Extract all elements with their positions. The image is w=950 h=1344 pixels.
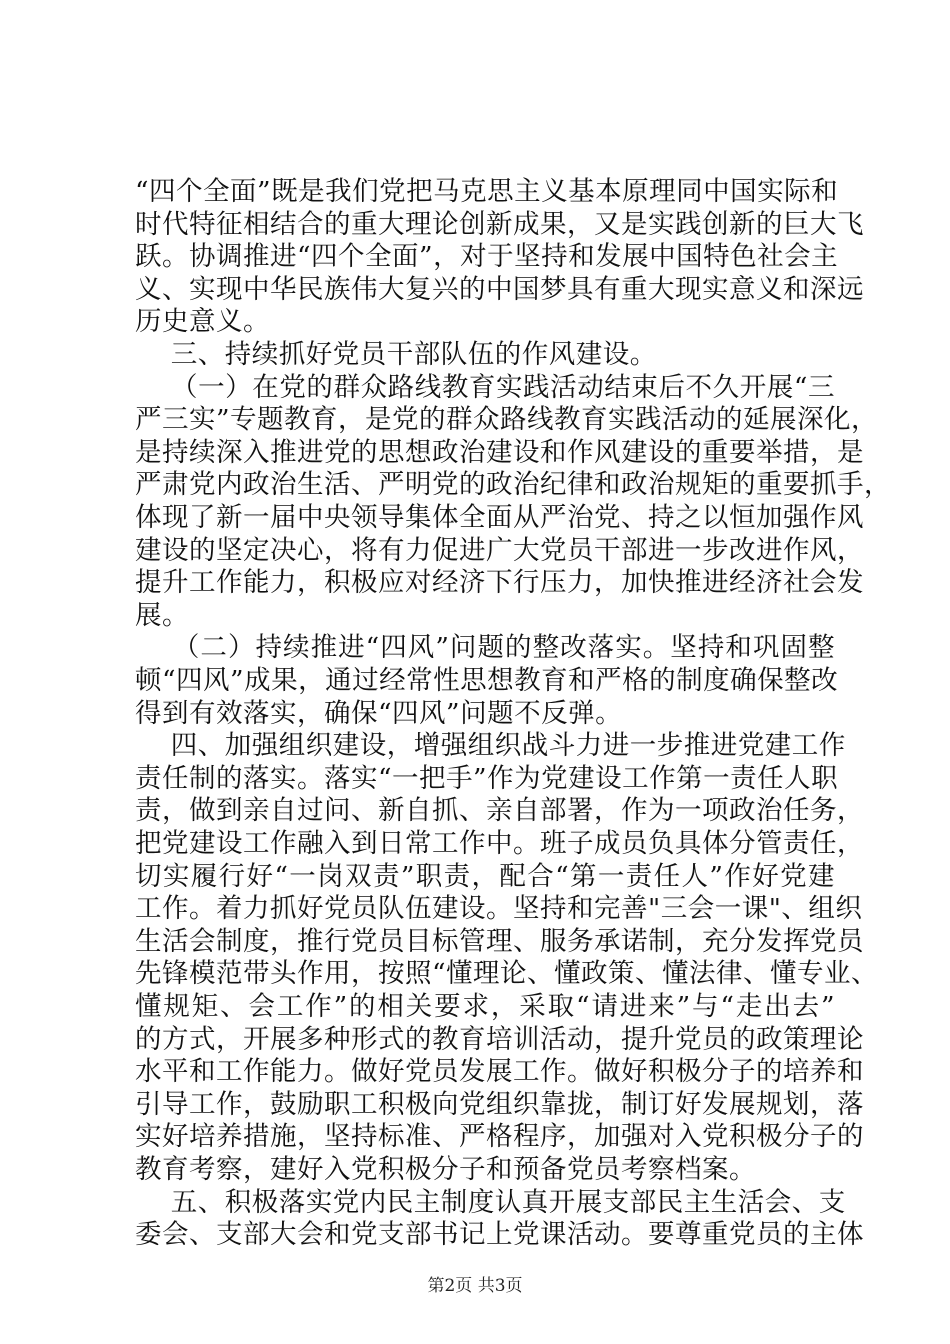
text-line: 引导工作，鼓励职工积极向党组织靠拢，制订好发展规划，落 (135, 1088, 864, 1120)
text-line: 委会、支部大会和党支部书记上党课活动。要尊重党员的主体 (135, 1219, 864, 1251)
text-line: “四个全面”既是我们党把马克思主义基本原理同中国实际和 (135, 176, 839, 207)
text-line: 体现了新一届中央领导集体全面从严治党、持之以恒加强作风 (135, 502, 864, 533)
text-line: 责任制的落实。落实“一把手”作为党建设工作第一责任人职 (135, 762, 839, 794)
text-line: 三、持续抓好党员干部队伍的作风建设。 (135, 339, 657, 370)
text-line: 提升工作能力，积极应对经济下行压力，加快推进经济社会发 (135, 567, 864, 599)
text-line: 是持续深入推进党的思想政治建设和作风建设的重要举措，是 (135, 436, 864, 468)
text-line: 教育考察，建好入党积极分子和预备党员考察档案。 (135, 1154, 756, 1185)
text-line: 的方式，开展多种形式的教育培训活动，提升党员的政策理论 (135, 1023, 864, 1055)
text-line: 得到有效落实，确保“四风”问题不反弹。 (135, 697, 623, 729)
text-line: 顿“四风”成果，通过经常性思想教育和严格的制度确保整改 (135, 665, 839, 696)
text-line: 水平和工作能力。做好党员发展工作。做好积极分子的培养和 (135, 1056, 864, 1088)
text-line: 责，做到亲自过问、新自抓、亲自部署，作为一项政治任务， (135, 795, 864, 827)
text-line: 展。 (135, 599, 189, 631)
text-line: 五、积极落实党内民主制度认真开展支部民主生活会、支 (135, 1186, 846, 1218)
text-line: 把党建设工作融入到日常工作中。班子成员负具体分管责任， (135, 828, 864, 859)
text-line: 懂规矩、会工作”的相关要求，采取“请进来”与“走出去” (135, 991, 835, 1022)
text-line: 历史意义。 (135, 306, 270, 338)
text-line: 四、加强组织建设，增强组织战斗力进一步推进党建工作 (135, 730, 846, 762)
text-line: 工作。着力抓好党员队伍建设。坚持和完善"三会一课"、组织 (135, 893, 863, 925)
text-line: 严肃党内政治生活、严明党的政治纪律和政治规矩的重要抓手， (135, 469, 891, 501)
text-line: 切实履行好“一岗双责”职责，配合“第一责任人”作好党建 (135, 860, 835, 892)
text-line: 时代特征相结合的重大理论创新成果，又是实践创新的巨大飞 (135, 208, 864, 240)
page-footer: 第2页 共3页 (427, 1276, 523, 1296)
text-line: 先锋模范带头作用，按照“懂理论、懂政策、懂法律、懂专业、 (135, 958, 879, 990)
text-line: 生活会制度，推行党员目标管理、服务承诺制，充分发挥党员 (135, 925, 864, 957)
text-line: 跃。协调推进“四个全面”，对于坚持和发展中国特色社会主 (135, 241, 839, 273)
text-line: 严三实”专题教育，是党的群众路线教育实践活动的延展深化， (135, 404, 879, 436)
text-line: 建设的坚定决心，将有力促进广大党员干部进一步改进作风， (135, 534, 864, 566)
text-line: （二）持续推进“四风”问题的整改落实。坚持和巩固整 (135, 632, 835, 664)
text-line: 义、实现中华民族伟大复兴的中国梦具有重大现实意义和深远 (135, 273, 864, 305)
text-line: （一）在党的群众路线教育实践活动结束后不久开展“三 (135, 371, 835, 403)
text-line: 实好培养措施，坚持标准、严格程序，加强对入党积极分子的 (135, 1121, 864, 1153)
